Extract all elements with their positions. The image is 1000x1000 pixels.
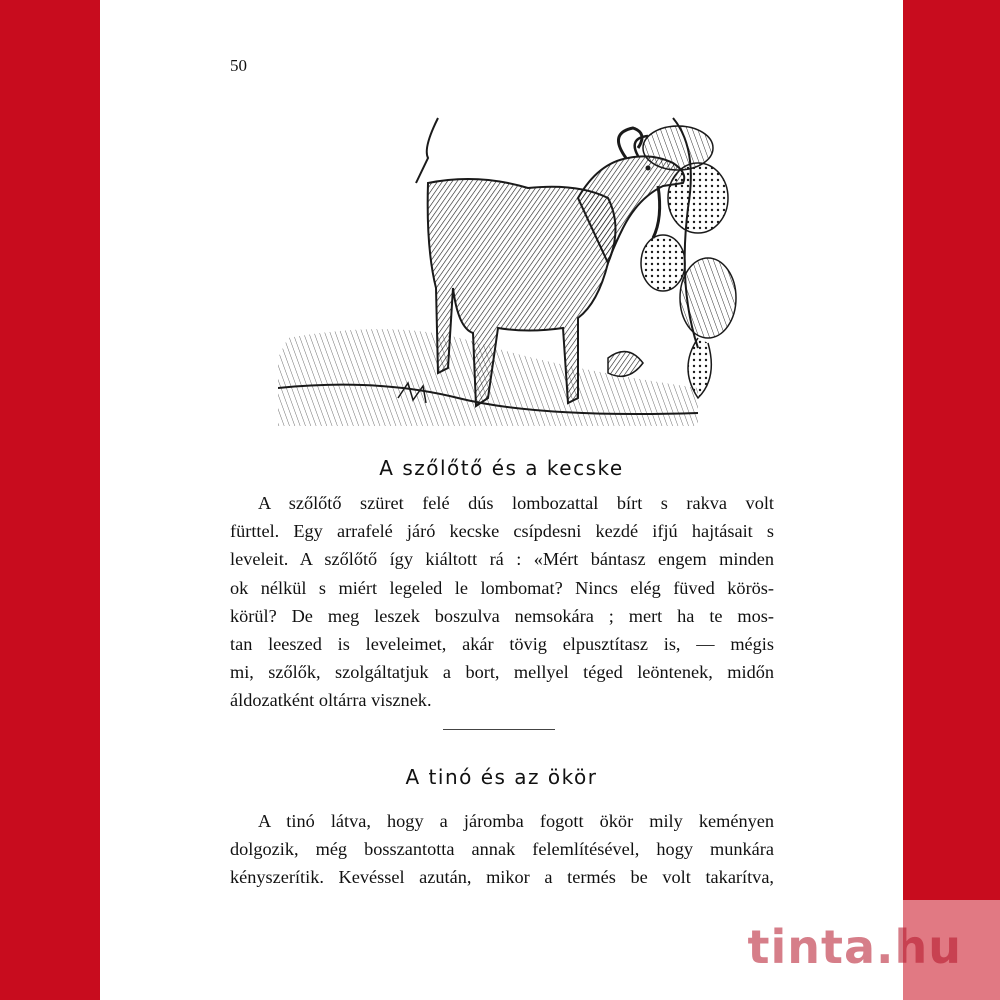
story-line: áldozatként oltárra visznek. [230, 690, 432, 711]
story-line: A tinó látva, hogy a járomba fogott ökör mily keményen [258, 811, 774, 831]
goat-vine-illustration [278, 88, 738, 426]
story-line: dolgozik, még bosszantotta annak felemlítésével, hogy munkára [230, 839, 774, 860]
section-divider [443, 729, 555, 730]
story-line: fürttel. Egy arrafelé járó kecske csípdesni kezdé ifjú hajtásait s [230, 521, 774, 542]
story-line: kényszerítik. Kevéssel azután, mikor a termés be volt takarítva, [230, 867, 774, 888]
story-line: ok nélkül s miért legeled le lombomat? Nincs elég füved körös- [230, 577, 774, 598]
story-line: leveleit. A szőlőtő így kiáltott rá : «Mért bántasz engem minden [230, 549, 774, 570]
story-body-1 [230, 489, 774, 715]
story-line: körül? De meg leszek boszulva nemsokára ; mert ha te mos- [230, 605, 774, 626]
book-page [100, 0, 903, 1000]
story-title-2: A tinó és az ökör [405, 765, 598, 789]
watermark: tinta.hu [747, 920, 962, 974]
story-line: A szőlőtő szüret felé dús lombozattal bírt s rakva volt [258, 493, 774, 513]
story-line: mi, szőlők, szolgáltatjuk a bort, mellyel téged leöntenek, midőn [230, 662, 774, 683]
story-line: tan leeszed is leveleimet, akár tövig elpusztítasz is, — mégis [230, 634, 774, 655]
page-number: 50 [230, 56, 247, 75]
story-body-2 [230, 807, 774, 892]
story-title-1: A szőlőtő és a kecske [379, 456, 624, 480]
